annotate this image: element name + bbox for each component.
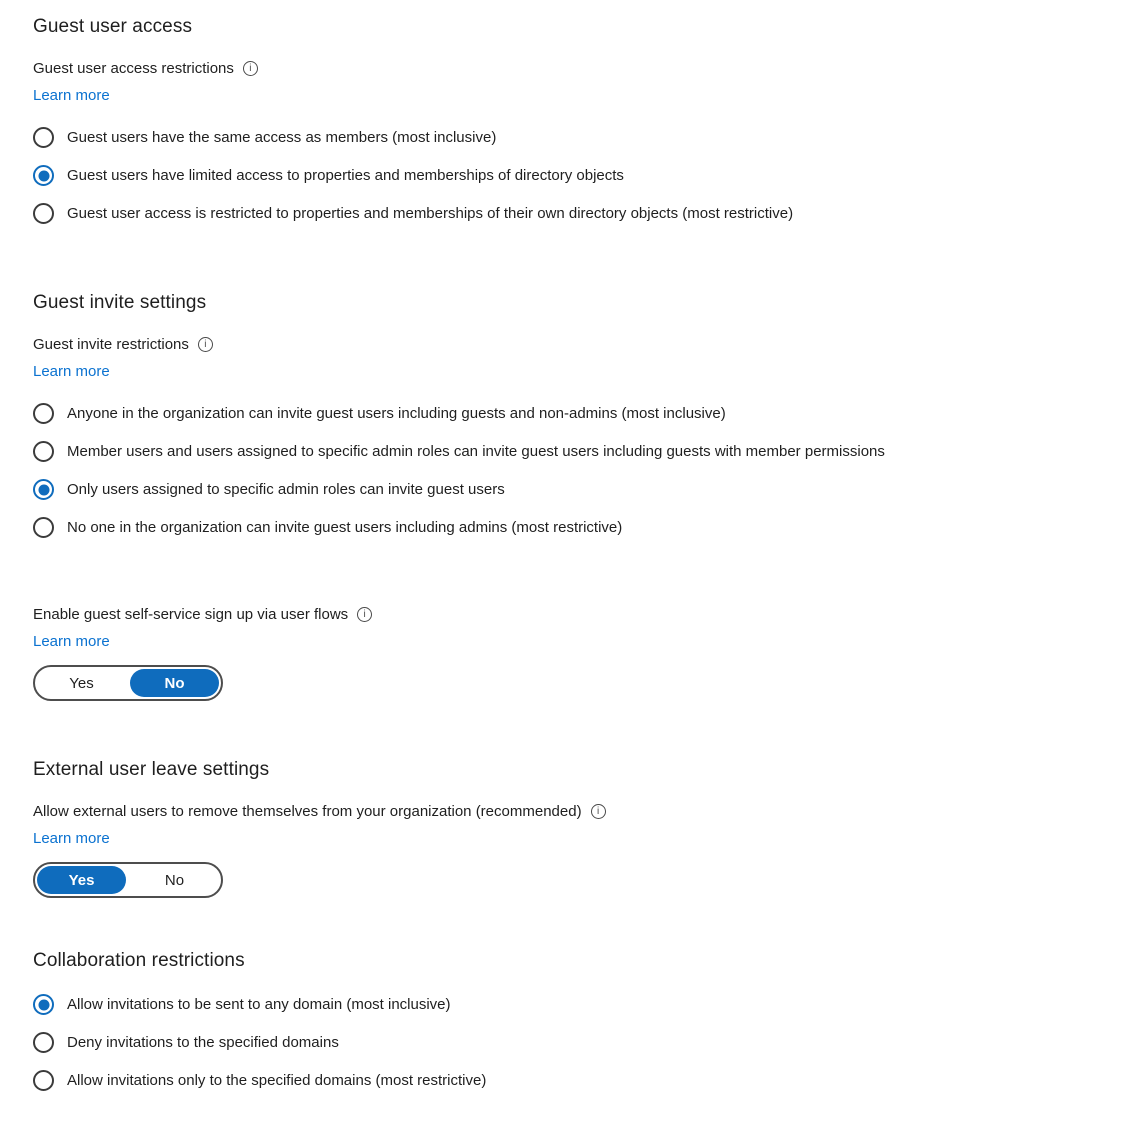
radio-option-admin-roles-invite[interactable] <box>33 475 1110 504</box>
toggle-yes-option[interactable]: Yes <box>69 674 94 692</box>
section-title-collaboration-restrictions: Collaboration restrictions <box>33 950 245 971</box>
section-external-user-leave <box>33 759 1110 898</box>
guest-invite-radio-group <box>33 399 1110 542</box>
radio-option-label: Anyone in the organization can invite guest users including guests and non-admins (most inclusive) <box>67 405 726 422</box>
radio-option-anyone-invite[interactable] <box>33 399 1110 428</box>
radio-icon <box>33 517 54 538</box>
learn-more-link-guest-user-access[interactable]: Learn more <box>33 87 110 104</box>
radio-option-members-and-admins-invite[interactable] <box>33 437 1110 466</box>
radio-icon <box>33 203 54 224</box>
guest-invite-restrictions-label-row <box>33 336 1110 353</box>
external-user-leave-label-row <box>33 803 1110 820</box>
radio-option-limited-access[interactable] <box>33 161 1110 190</box>
external-user-leave-label: Allow external users to remove themselves from your organization (recommended) <box>33 803 582 820</box>
radio-option-label: Deny invitations to the specified domains <box>67 1034 339 1051</box>
toggle-no-option[interactable]: No <box>130 669 219 697</box>
radio-option-label: No one in the organization can invite guest users including admins (most restrictive) <box>67 519 623 536</box>
section-title-guest-invite-settings: Guest invite settings <box>33 292 207 313</box>
external-user-leave-toggle[interactable] <box>33 862 223 898</box>
self-service-signup-label: Enable guest self-service sign up via user flows <box>33 606 349 623</box>
guest-invite-restrictions-label: Guest invite restrictions <box>33 336 189 353</box>
collaboration-restrictions-radio-group <box>33 990 1110 1095</box>
radio-option-label: Guest users have the same access as members (most inclusive) <box>67 129 497 146</box>
radio-option-label: Member users and users assigned to specific admin roles can invite guest users including guests with member permissions <box>67 443 885 460</box>
learn-more-link-self-service[interactable]: Learn more <box>33 633 110 650</box>
guest-user-access-restrictions-label-row <box>33 60 1110 77</box>
section-collaboration-restrictions <box>33 950 1110 1095</box>
radio-option-label: Allow invitations only to the specified domains (most restrictive) <box>67 1072 487 1089</box>
section-guest-invite-settings <box>33 292 1110 542</box>
radio-option-allow-any-domain[interactable] <box>33 990 1110 1019</box>
radio-icon <box>33 441 54 462</box>
radio-option-label: Only users assigned to specific admin roles can invite guest users <box>67 481 505 498</box>
learn-more-link-guest-invite[interactable]: Learn more <box>33 363 110 380</box>
radio-icon <box>33 403 54 424</box>
section-title-guest-user-access: Guest user access <box>33 16 193 37</box>
radio-option-restricted-access[interactable] <box>33 199 1110 228</box>
info-icon[interactable]: i <box>357 607 372 622</box>
radio-icon <box>33 127 54 148</box>
guest-user-access-restrictions-label: Guest user access restrictions <box>33 60 234 77</box>
radio-option-label: Guest users have limited access to properties and memberships of directory objects <box>67 167 624 184</box>
toggle-yes-option[interactable]: Yes <box>37 866 126 894</box>
section-guest-user-access <box>33 16 1110 228</box>
self-service-signup-toggle[interactable] <box>33 665 223 701</box>
radio-option-allow-only-specified-domains[interactable] <box>33 1066 1110 1095</box>
radio-icon <box>33 1070 54 1091</box>
learn-more-link-external-leave[interactable]: Learn more <box>33 830 110 847</box>
section-self-service-signup <box>33 606 1110 701</box>
radio-option-no-one-invite[interactable] <box>33 513 1110 542</box>
guest-user-access-radio-group <box>33 123 1110 228</box>
radio-option-deny-specified-domains[interactable] <box>33 1028 1110 1057</box>
info-icon[interactable]: i <box>591 804 606 819</box>
radio-option-label: Guest user access is restricted to properties and memberships of their own directory objects (most restrictive) <box>67 205 794 222</box>
radio-icon <box>33 994 54 1015</box>
radio-option-label: Allow invitations to be sent to any domain (most inclusive) <box>67 996 451 1013</box>
radio-icon <box>33 479 54 500</box>
toggle-no-option[interactable]: No <box>164 871 185 889</box>
self-service-signup-label-row <box>33 606 1110 623</box>
radio-option-same-access[interactable] <box>33 123 1110 152</box>
info-icon[interactable]: i <box>198 337 213 352</box>
radio-icon <box>33 1032 54 1053</box>
radio-icon <box>33 165 54 186</box>
section-title-external-user-leave: External user leave settings <box>33 759 270 780</box>
info-icon[interactable]: i <box>243 61 258 76</box>
